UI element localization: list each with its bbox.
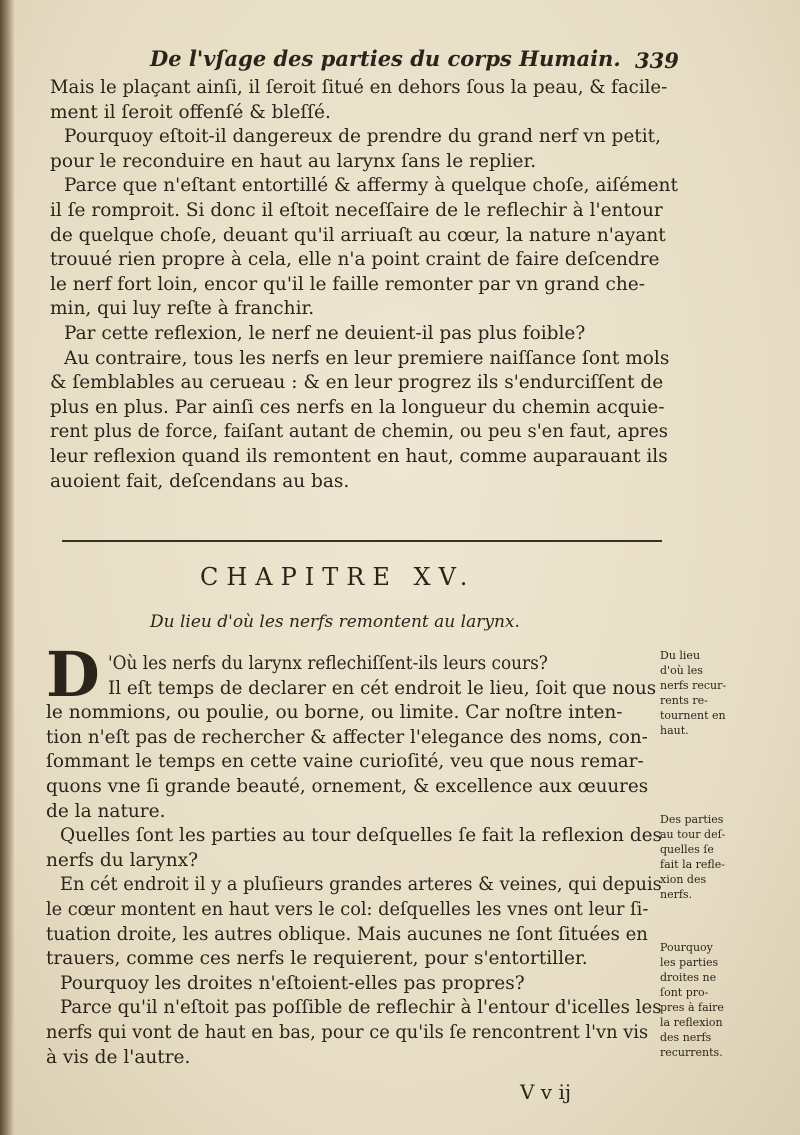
margin-note-line: les parties bbox=[660, 956, 719, 969]
margin-note-line: nerfs. bbox=[660, 888, 693, 901]
text-line: min, qui luy reſte à franchir. bbox=[50, 298, 315, 320]
text-line: Parce que n'eſtant entortillé & affermy à quelque choſe, aiſément bbox=[64, 175, 678, 197]
margin-note-line: ſont pro- bbox=[660, 986, 709, 999]
book-spine-shadow bbox=[0, 0, 14, 1135]
text-line: rent plus de force, faiſant autant de chemin, ou peu s'en faut, apres bbox=[50, 421, 669, 443]
chapter-subtitle: Du lieu d'où les nerfs remontent au larynx. bbox=[150, 612, 520, 632]
text-line: auoient fait, deſcendans au bas. bbox=[50, 470, 350, 492]
margin-note-line: Du lieu bbox=[660, 649, 701, 662]
text-line: ſommant le temps en cette vaine curioſité, veu que nous remar- bbox=[46, 751, 644, 773]
margin-note bbox=[660, 940, 780, 1060]
text-line: Parce qu'il n'eſtoit pas poſſible de reflechir à l'entour d'icelles les bbox=[60, 997, 662, 1019]
text-line: le nerf fort loin, encor qu'il le faille remonter par vn grand che- bbox=[50, 273, 645, 295]
running-header bbox=[150, 46, 710, 80]
text-line: nerfs qui vont de haut en bas, pour ce qu'ils ſe rencontrent l'vn vis bbox=[46, 1022, 649, 1043]
running-title: De l'vſage des parties du corps Humain. bbox=[150, 46, 621, 71]
margin-note-line: tournent en bbox=[660, 709, 726, 722]
text-line: pour le reconduire en haut au larynx ſans le replier. bbox=[50, 150, 537, 172]
chapter-divider-rule bbox=[62, 540, 662, 542]
text-line: Il eſt temps de declarer en cét endroit le lieu, ſoit que nous bbox=[108, 677, 657, 699]
text-line: le nommions, ou poulie, ou borne, ou limite. Car noſtre inten- bbox=[46, 702, 623, 724]
text-line: plus en plus. Par ainſi ces nerfs en la longueur du chemin acquie- bbox=[50, 396, 665, 418]
text-line: quons vne ſi grande beauté, ornement, & excellence aux œuures bbox=[46, 776, 649, 797]
signature-mark: V v ij bbox=[520, 1080, 572, 1104]
text-line: trouué rien propre à cela, elle n'a point craint de faire deſcendre bbox=[50, 249, 660, 271]
text-line: Au contraire, tous les nerfs en leur premiere naiſſance ſont mols bbox=[64, 347, 670, 369]
margin-note bbox=[660, 812, 780, 902]
text-line: 'Où les nerfs du larynx reflechiſſent-ils leurs cours? bbox=[108, 653, 548, 674]
drop-cap: D bbox=[46, 638, 100, 711]
margin-note-line: pres à faire bbox=[660, 1001, 724, 1014]
text-line: tuation droite, les autres oblique. Mais aucunes ne ſont ſituées en bbox=[46, 923, 648, 945]
text-line: le cœur montent en haut vers le col: deſquelles les vnes ont leur ſi- bbox=[46, 899, 649, 920]
text-line: nerfs du larynx? bbox=[46, 849, 199, 871]
text-line: ment il ſeroit offenſé & bleſſé. bbox=[50, 101, 331, 123]
margin-note-line: recurrents. bbox=[660, 1046, 723, 1059]
margin-note-line: des nerfs bbox=[660, 1031, 712, 1044]
text-line: à vis de l'autre. bbox=[46, 1046, 191, 1068]
margin-note-line: Pourquoy bbox=[660, 941, 713, 954]
text-line: de la nature. bbox=[46, 800, 166, 822]
text-line: Quelles ſont les parties au tour deſquelles ſe fait la reflexion des bbox=[60, 825, 663, 847]
margin-note-line: au tour deſ- bbox=[660, 828, 726, 841]
margin-note-line: droites ne bbox=[660, 971, 717, 984]
text-line: & ſemblables au cerueau : & en leur progrez ils s'endurciſſent de bbox=[50, 372, 664, 394]
margin-note-line: fait la refle- bbox=[660, 858, 725, 871]
text-line: Pourquoy eſtoit-il dangereux de prendre du grand nerf vn petit, bbox=[64, 126, 661, 148]
text-line: En cét endroit il y a pluſieurs grandes arteres & veines, qui depuis bbox=[60, 874, 662, 896]
text-line: trauers, comme ces nerfs le requierent, pour s'entortiller. bbox=[46, 948, 588, 970]
margin-note-line: xion des bbox=[660, 873, 707, 886]
margin-note-line: quelles ſe bbox=[660, 843, 714, 856]
text-line: Par cette reflexion, le nerf ne deuient-il pas plus foible? bbox=[64, 323, 586, 344]
margin-note-line: Des parties bbox=[660, 813, 724, 826]
margin-note-line: nerfs recur- bbox=[660, 679, 727, 692]
text-line: Pourquoy les droites n'eſtoient-elles pas propres? bbox=[60, 972, 525, 994]
text-line: tion n'eſt pas de rechercher & affecter l'elegance des noms, con- bbox=[46, 726, 648, 748]
text-line: leur reflexion quand ils remontent en haut, comme auparauant ils bbox=[50, 446, 668, 467]
text-line: de quelque choſe, deuant qu'il arriuaſt au cœur, la nature n'ayant bbox=[50, 224, 666, 246]
page-number: 339 bbox=[635, 48, 679, 73]
text-line: il ſe romproit. Si donc il eſtoit neceſſaire de le reflechir à l'entour bbox=[50, 200, 663, 221]
margin-note-line: haut. bbox=[660, 724, 689, 737]
margin-note-line: d'où les bbox=[660, 664, 703, 677]
text-line: Mais le plaçant ainſi, il ſeroit ſitué en dehors ſous la peau, & facile- bbox=[50, 77, 668, 98]
chapter-heading: CHAPITRE XV. bbox=[200, 563, 476, 591]
margin-note-line: rents re- bbox=[660, 694, 708, 707]
margin-note-line: la reflexion bbox=[660, 1016, 723, 1029]
margin-note bbox=[660, 648, 780, 738]
